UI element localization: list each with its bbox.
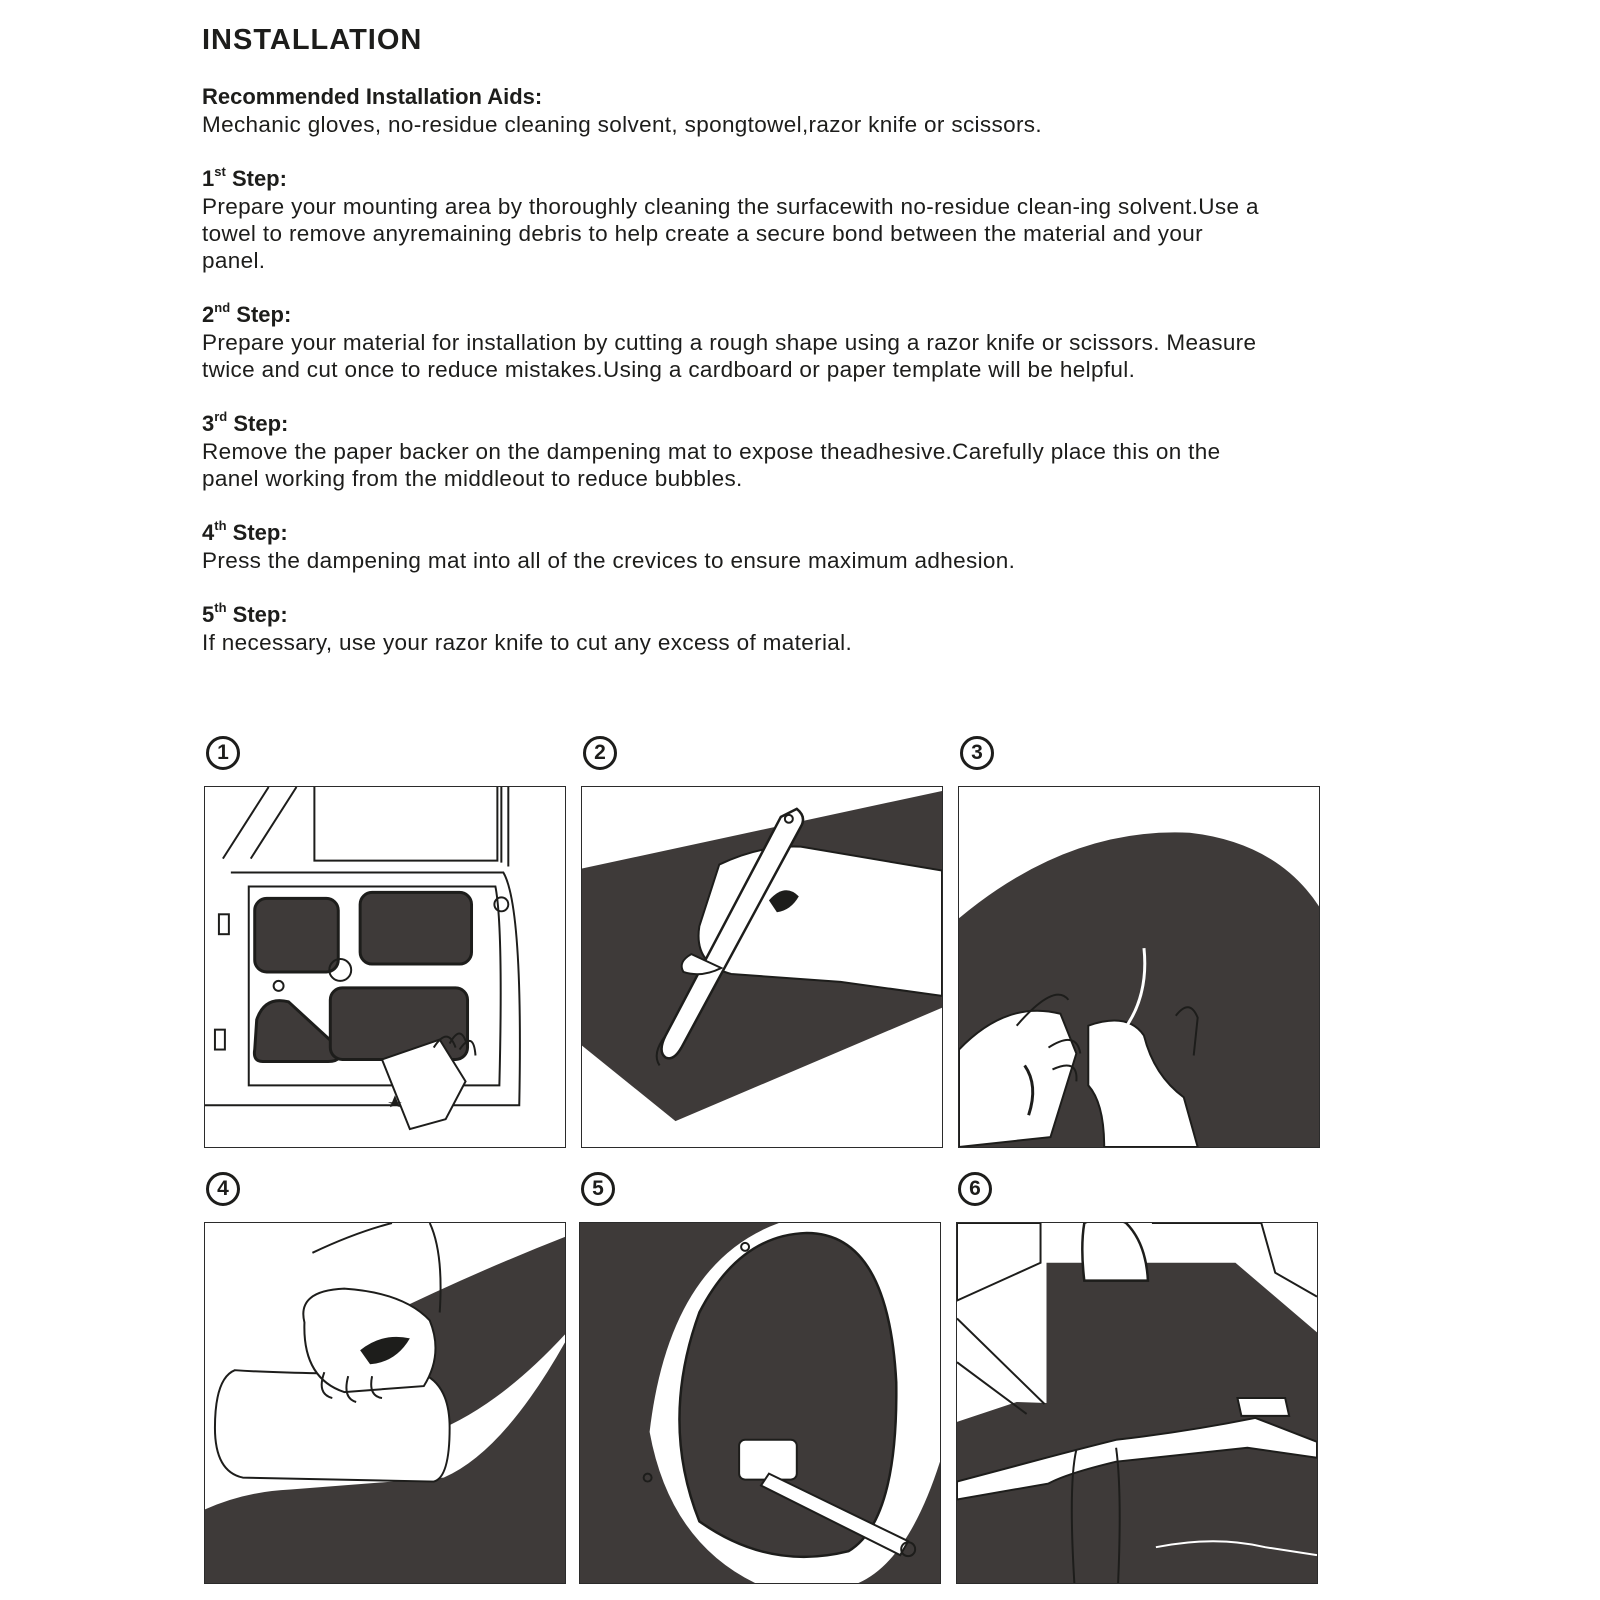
rolling-illustration [580,1223,940,1583]
step-2-heading [202,299,1262,328]
step-5-text: If necessary, use your razor knife to cut any excess of material. [202,630,853,655]
step-2-number: 2 [202,302,215,327]
step-4-section [202,517,1262,574]
illustration-frame-4 [204,1222,566,1584]
step-4-suffix: th [214,517,227,533]
step-badge-5: 5 [581,1172,615,1206]
illustration-panel-1 [204,736,568,1148]
step-1-heading [202,163,1262,192]
step-4-number: 4 [202,520,215,545]
step-badge-6: 6 [958,1172,992,1206]
illustration-frame-6 [956,1222,1318,1584]
illustration-panel-5 [579,1172,943,1584]
step-3-heading [202,408,1262,437]
step-2-label: Step: [236,302,292,327]
step-badge-1: 1 [206,736,240,770]
illustration-panel-4 [204,1172,568,1584]
step-3-text: Remove the paper backer on the dampening mat to expose theadhesive.Carefully place this on the panel working from the middleout to reduce bubbles. [202,439,1221,491]
step-badge-2: 2 [583,736,617,770]
step-1-label: Step: [231,166,287,191]
door-panel-illustration [205,787,565,1147]
illustration-frame-5 [579,1222,941,1584]
aids-text: Mechanic gloves, no-residue cleaning solvent, spongtowel,razor knife or scissors. [202,112,1042,137]
step-4-text: Press the dampening mat into all of the crevices to ensure maximum adhesion. [202,548,1016,573]
step-1-suffix: st [214,163,226,179]
step-4-label: Step: [232,520,288,545]
illustration-panel-6 [956,1172,1320,1584]
step-2-suffix: nd [214,299,231,315]
illustration-frame-3 [958,786,1320,1148]
step-3-label: Step: [233,411,289,436]
step-5-suffix: th [214,599,227,615]
step-5-label: Step: [232,602,288,627]
step-badge-4: 4 [206,1172,240,1206]
step-4-heading [202,517,1262,546]
step-2-text: Prepare your material for installation by cutting a rough shape using a razor knife or scissors. Measure twice and cut once to reduce mistakes.Using a cardboard or paper template will be helpful. [202,330,1257,382]
installation-document [202,22,1262,684]
step-1-text: Prepare your mounting area by thoroughly cleaning the surfacewith no-residue clean-ing solvent.Use a towel to remove anyremaining debris to help create a secure bond between the material and your panel. [202,194,1259,273]
aids-heading: Recommended Installation Aids: [202,84,543,109]
step-1-number: 1 [202,166,215,191]
illustration-panel-3 [958,736,1322,1148]
step-5-section [202,599,1262,656]
step-3-suffix: rd [214,408,228,424]
step-5-heading [202,599,1262,628]
pressing-illustration [205,1223,565,1583]
step-2-section [202,299,1262,383]
cutting-illustration [582,787,942,1147]
installed-floor-illustration [957,1223,1317,1583]
page-title: INSTALLATION [202,24,423,56]
illustration-frame-2 [581,786,943,1148]
aids-section [202,84,1262,138]
step-3-number: 3 [202,411,215,436]
illustration-grid [204,736,1336,1596]
step-1-section [202,163,1262,274]
peeling-illustration [959,787,1319,1147]
illustration-frame-1 [204,786,566,1148]
step-5-number: 5 [202,602,215,627]
step-badge-3: 3 [960,736,994,770]
step-3-section [202,408,1262,492]
illustration-panel-2 [581,736,945,1148]
